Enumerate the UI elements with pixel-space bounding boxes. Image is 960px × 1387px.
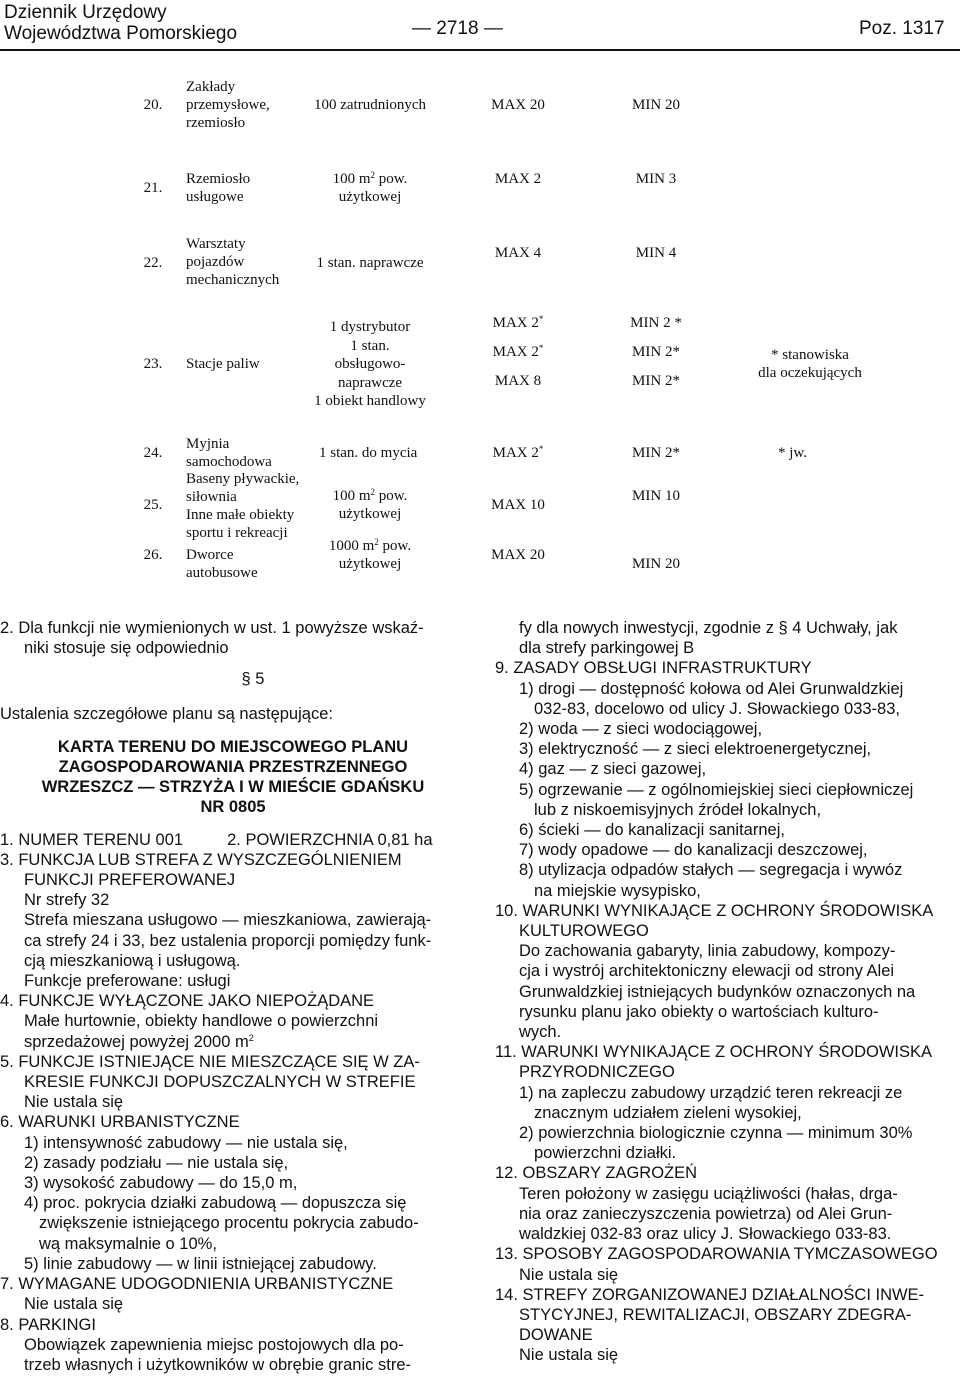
row-21-number: 21. <box>143 180 163 196</box>
site-number-and-area: 1. NUMER TERENU 001 2. POWIERZCHNIA 0,81 ha <box>0 830 433 849</box>
journal-title-line1: Dziennik Urzędowy <box>4 2 167 23</box>
row-25-name: Baseny pływackie, siłownia Inne małe obiekty sportu i rekreacji <box>186 471 300 541</box>
row-20-number: 20. <box>143 97 163 113</box>
row-26-number: 26. <box>143 547 163 563</box>
row-25-max: MAX 10 <box>491 497 545 513</box>
row-23-note: * stanowiska dla oczekujących <box>758 347 862 381</box>
row-22-max: MAX 4 <box>494 245 542 261</box>
item-5-heading: 5. FUNKCJE ISTNIEJĄCE NIE MIESZCZĄCE SIĘ W ZA- <box>0 1052 420 1071</box>
row-26-max: MAX 20 <box>491 547 545 563</box>
row-25-number: 25. <box>143 497 163 513</box>
row-25-unit: 100 $m^2$ pow. użytkowej <box>332 487 408 522</box>
card-title: KARTA TERENU DO MIEJSCOWEGO PLANU ZAGOSPODAROWANIA PRZESTRZENNEGO WRZESZCZ — STRZYŻA I W MIEŚCIE GDAŃSKU NR 0805 <box>41 737 425 817</box>
row-21-min: MIN 3 <box>635 171 677 187</box>
row-21-name: Rzemiosło usługowe <box>186 171 251 205</box>
row-20-unit: 100 zatrudnionych <box>313 97 427 113</box>
section-5-intro: Ustalenia szczegółowe planu są następujące: <box>0 704 333 723</box>
row-24-unit: 1 stan. do mycia <box>319 445 418 461</box>
row-22-min: MIN 4 <box>635 245 677 261</box>
item-7-heading: 7. WYMAGANE UDOGODNIENIA URBANISTYCZNE <box>0 1275 394 1294</box>
row-26-unit: 1000 $m^2$ pow. użytkowej <box>328 537 412 572</box>
page-number: — 2718 — <box>412 18 503 39</box>
row-26-min: MIN 20 <box>632 556 680 572</box>
row-22-unit: 1 stan. naprawcze <box>316 255 424 271</box>
row-23-number: 23. <box>143 356 163 372</box>
item-8-heading: 8. PARKINGI <box>0 1315 96 1334</box>
row-21-max: MAX 2 <box>494 171 542 187</box>
item-14-heading: 14. STREFY ZORGANIZOWANEJ DZIAŁALNOŚCI INWE- <box>495 1285 925 1304</box>
row-25-min: MIN 10 <box>632 488 680 504</box>
row-23-unit: 1 dystrybutor 1 stan. obsługowo- naprawcze 1 obiekt handlowy <box>314 319 426 409</box>
row-22-number: 22. <box>143 255 163 271</box>
row-24-min: MIN 2* <box>632 445 680 461</box>
left-column: 2. Dla funkcji nie wymienionych w ust. 1 powyższe wskaź- niki stosuje się odpowiednio § 5 Ustalenia szczegółowe planu są następujące: KARTA TERENU DO MIEJSCOWEGO PLANU ZAGOSPODAROWANIA PRZESTRZENNEGO WRZESZCZ — STRZYŻA I W MIEŚCIE GDAŃSKU NR 0805 1. NUMER TERENU 001 2. POWIERZCHNIA 0,81 ha 3. FUNKCJA LUB STREFA Z WYSZCZEGÓLNIENIEM FUNKCJI PREFEROWANEJ Nr strefy 32 Strefa mieszana usługowo — mieszkaniowa, zawierają- ca strefy 24 i 33, bez ustalenia proporcji pomiędzy funk- cją mieszkaniową i usługową. Funkcje preferowane: usługi 4. FUNKCJE WYŁĄCZONE JAKO NIEPOŻĄDANE Małe hurtownie, obiekty handlowe o powierzchni sprzedażowej powyżej 2000 $m^2$ 5. FUNKCJE ISTNIEJĄCE NIE MIESZCZĄCE SIĘ W ZA- KRESIE FUNKCJI DOPUSZCZALNYCH W STREFIE Nie ustala się 6. WARUNKI URBANISTYCZNE 1) intensywność zabudowy — nie ustala się, 2) zasady podziału — nie ustala się, 3) wysokość zabudowy — do 15,0 m, 4) proc. pokrycia działki zabudową — dopuszcza się zwiększenie istniejącego procentu pokrycia zabudo- wą maksymalnie o 10%, 5) linie zabudowy — w linii istniejącej zabudowy. 7. WYMAGANE UDOGODNIENIA URBANISTYCZNE Nie ustala się 8. PARKINGI Obowiązek zapewnienia miejsc postojowych dla po- trzeb własnych i użytkowników w obrębie granic stre- <box>0 618 466 1375</box>
item-9-heading: 9. ZASADY OBSŁUGI INFRASTRUKTURY <box>495 659 812 678</box>
item-12-heading: 12. OBSZARY ZAGROŻEŃ <box>495 1164 698 1183</box>
section-5-heading: § 5 <box>241 670 265 689</box>
header-divider <box>0 49 960 51</box>
item-11-heading: 11. WARUNKI WYNIKAJĄCE Z OCHRONY ŚRODOWISKA <box>495 1043 933 1062</box>
item-6-heading: 6. WARUNKI URBANISTYCZNE <box>0 1113 240 1132</box>
paragraph-2-line2: niki stosuje się odpowiednio <box>24 639 229 658</box>
journal-title-line2: Województwa Pomorskiego <box>4 23 238 44</box>
row-21-unit: 100 $m^2$ pow. użytkowej <box>332 170 408 205</box>
row-23-name: Stacje paliw <box>186 356 260 372</box>
item-3-heading: 3. FUNKCJA LUB STREFA Z WYSZCZEGÓLNIENIEM <box>0 850 402 869</box>
row-20-max: MAX 20 <box>491 97 545 113</box>
row-23-max: MAX 2* MAX 2* MAX 8 <box>492 314 544 389</box>
item-4-heading: 4. FUNKCJE WYŁĄCZONE JAKO NIEPOŻĄDANE <box>0 992 375 1011</box>
row-20-min: MIN 20 <box>632 97 680 113</box>
item-10-heading: 10. WARUNKI WYNIKAJĄCE Z OCHRONY ŚRODOWISKA <box>495 901 934 920</box>
row-20-name: Zakłady przemysłowe, rzemiosło <box>186 79 270 131</box>
row-24-max: MAX 2* <box>492 444 544 461</box>
paragraph-2-line1: 2. Dla funkcji nie wymienionych w ust. 1 powyższe wskaź- <box>0 619 424 637</box>
row-24-note: * jw. <box>778 445 808 461</box>
row-23-min: MIN 2 * MIN 2* MIN 2* <box>630 315 682 389</box>
row-22-name: Warsztaty pojazdów mechanicznych <box>186 236 280 288</box>
right-column: fy dla nowych inwestycji, zgodnie z § 4 Uchwały, jak dla strefy parkingowej B 9. ZASADY OBSŁUGI INFRASTRUKTURY 1) drogi — dostępność kołowa od Alei Grunwaldzkiej 032-83, docelowo od ulicy J. Słowackiego 033-83, 2) woda — z sieci wodociągowej, 3) elektryczność — z sieci elektroenergetycznej, 4) gaz — z sieci gazowej, 5) ogrzewanie — z ogólnomiejskiej sieci ciepłowniczej lub z niskoemisyjnych źródeł lokalnych, 6) ścieki — do kanalizacji sanitarnej, 7) wody opadowe — do kanalizacji deszczowej, 8) utylizacja odpadów stałych — segregacja i wywóz na miejskie wysypisko, 10. WARUNKI WYNIKAJĄCE Z OCHRONY ŚRODOWISKA KULTUROWEGO Do zachowania gabaryty, linia zabudowy, kompozy- cja i wystrój architektoniczny elewacji od strony Alei Grunwaldzkiej istniejących budynków oznaczonych na rysunku planu jako obiekty o wartościach kulturo- wych. 11. WARUNKI WYNIKAJĄCE Z OCHRONY ŚRODOWISKA PRZYRODNICZEGO 1) na zapleczu zabudowy urządzić teren rekreacji ze znacznym udziałem zieleni wysokiej, 2) powierzchnia biologicznie czynna — minimum 30% powierzchni działki. 12. OBSZARY ZAGROŻEŃ Teren położony w zasięgu uciążliwości (hałas, drga- nia oraz zanieczyszczenia powietrza) od Alei Grun- waldzkiej 032-83 oraz ulicy J. Słowackiego 033-83. 13. SPOSOBY ZAGOSPODAROWANIA TYMCZASOWEGO Nie ustala się 14. STREFY ZORGANIZOWANEJ DZIAŁALNOŚCI INWE- STYCYJNEJ, REWITALIZACJI, OBSZARY ZDEGRA- DOWANE Nie ustala się <box>495 618 960 1366</box>
row-24-name: Myjnia samochodowa <box>186 436 272 470</box>
item-13-heading: 13. SPOSOBY ZAGOSPODAROWANIA TYMCZASOWEGO <box>495 1245 938 1264</box>
row-26-name: Dworce autobusowe <box>186 547 258 581</box>
row-24-number: 24. <box>143 445 163 461</box>
position-number: Poz. 1317 <box>859 18 945 39</box>
